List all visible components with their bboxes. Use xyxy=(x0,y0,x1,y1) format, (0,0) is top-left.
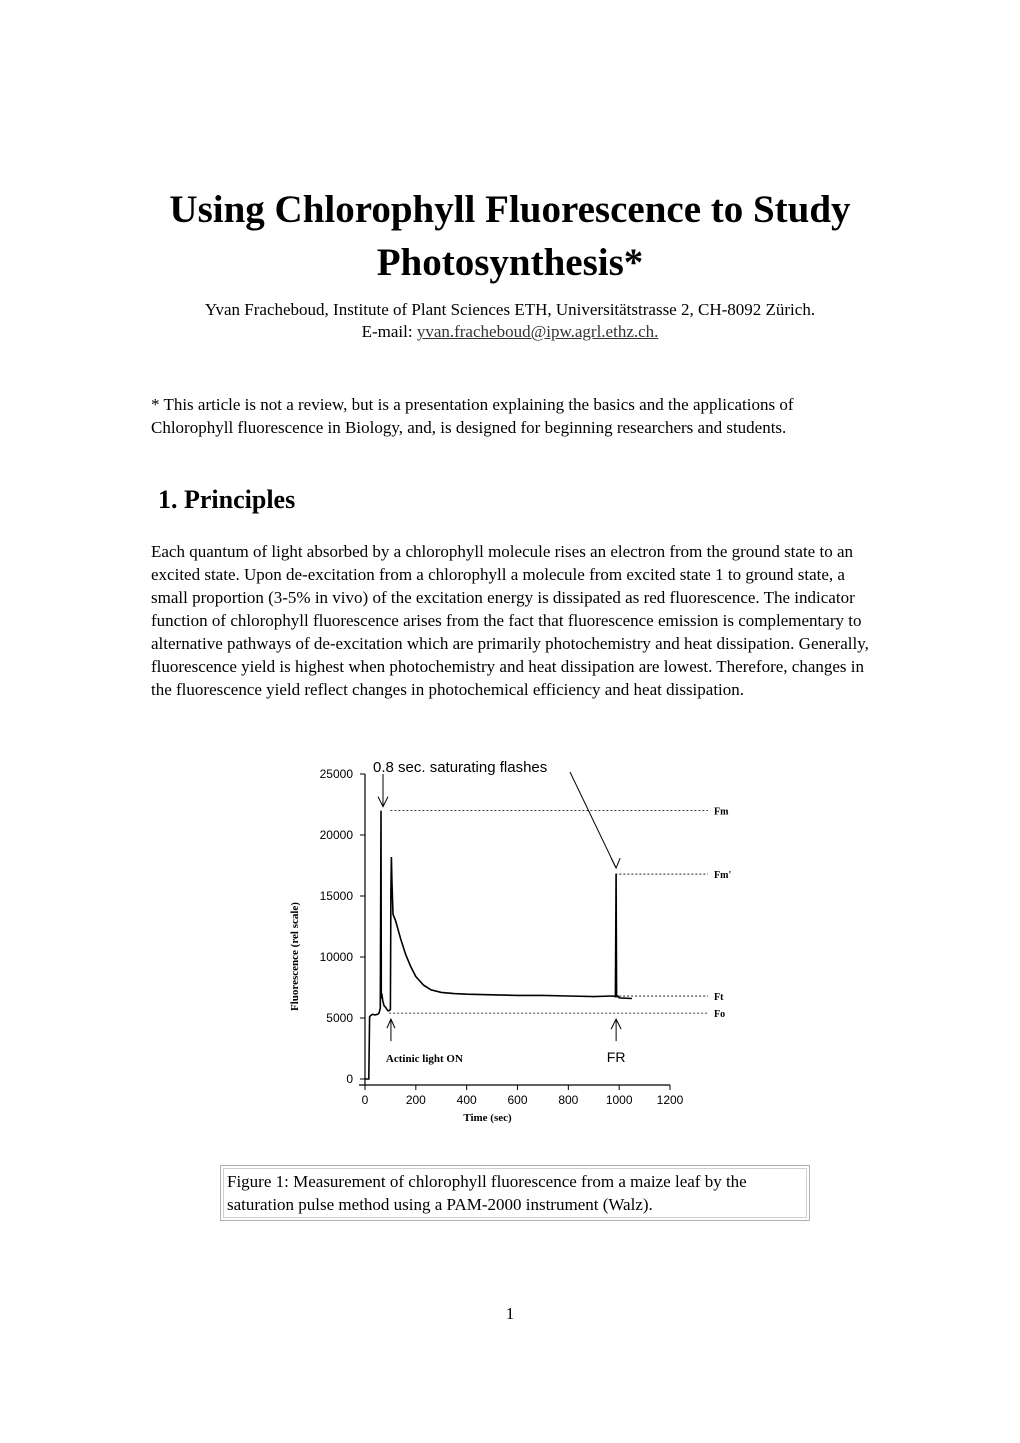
x-tick-label: 1000 xyxy=(605,1093,633,1107)
section-heading: 1. Principles xyxy=(158,485,296,514)
y-axis-label: Fluorescence (rel scale) xyxy=(289,902,301,1011)
body-paragraph: Each quantum of light absorbed by a chlorophyll molecule rises an electron from the ground state to an excited state. Upon de-excitation from a chlorophyll a molecule from excited state 1 to ground state, a small proportion (3-5% in vivo) of the excitation energy is dissipated as red fluorescence. The indicator function of chlorophyll fluorescence arises from the fact that fluorescence emission is complementary to alternative pathways of de-excitation which are primarily photochemistry and heat dissipation. Generally, fluorescence yield is highest when photochemistry and heat dissipation are lowest. Therefore, changes in the fluorescence yield reflect changes in photochemical efficiency and heat dissipation. xyxy=(151,542,869,699)
series-line-0 xyxy=(365,811,632,1079)
y-tick-label: 5000 xyxy=(326,1011,353,1025)
x-tick-label: 800 xyxy=(558,1093,579,1107)
annotation-flashes: 0.8 sec. saturating flashes xyxy=(373,759,548,776)
email-label: E-mail: xyxy=(361,322,417,341)
fluorescence-chart xyxy=(280,752,740,1132)
annotation-actinic: Actinic light ON xyxy=(385,1053,463,1066)
level-label-fmp: Fm' xyxy=(714,870,732,882)
annotation-fr: FR xyxy=(606,1049,626,1066)
figure-caption: Figure 1: Measurement of chlorophyll fluorescence from a maize leaf by the saturation pulse method using a PAM-2000 instrument (Walz). xyxy=(220,1165,810,1221)
y-tick-label: 10000 xyxy=(319,950,353,964)
y-tick-label: 15000 xyxy=(319,889,353,903)
x-axis-label: Time (sec) xyxy=(463,1112,512,1124)
y-tick-label: 0 xyxy=(346,1072,353,1086)
y-tick-label: 25000 xyxy=(319,767,353,781)
author-affiliation: Yvan Fracheboud, Institute of Plant Sciences ETH, Universitätstrasse 2, CH-8092 Zürich. xyxy=(204,300,816,319)
x-tick-label: 400 xyxy=(456,1093,477,1107)
email-line xyxy=(120,321,900,343)
level-label-ft: Ft xyxy=(714,992,724,1004)
figure-1 xyxy=(280,752,740,1132)
x-tick-label: 1200 xyxy=(656,1093,684,1107)
email-link[interactable]: yvan.fracheboud@ipw.agrl.ethz.ch. xyxy=(416,322,659,341)
arrow-flash-2-shaft xyxy=(570,772,616,868)
x-tick-label: 0 xyxy=(361,1093,369,1107)
y-tick-label: 20000 xyxy=(319,828,353,842)
article-note: * This article is not a review, but is a presentation explaining the basics and the applications of Chlorophyll fluorescence in Biology, and, is designed for beginning researchers and students. xyxy=(151,395,794,437)
level-label-fm: Fm xyxy=(714,806,729,818)
page-number: 1 xyxy=(505,1304,515,1323)
x-tick-label: 600 xyxy=(507,1093,528,1107)
level-label-fo: Fo xyxy=(714,1009,726,1021)
x-tick-label: 200 xyxy=(405,1093,426,1107)
author-block xyxy=(120,299,900,343)
page-title: Using Chlorophyll Fluorescence to Study Photosynthesis* xyxy=(169,188,851,284)
